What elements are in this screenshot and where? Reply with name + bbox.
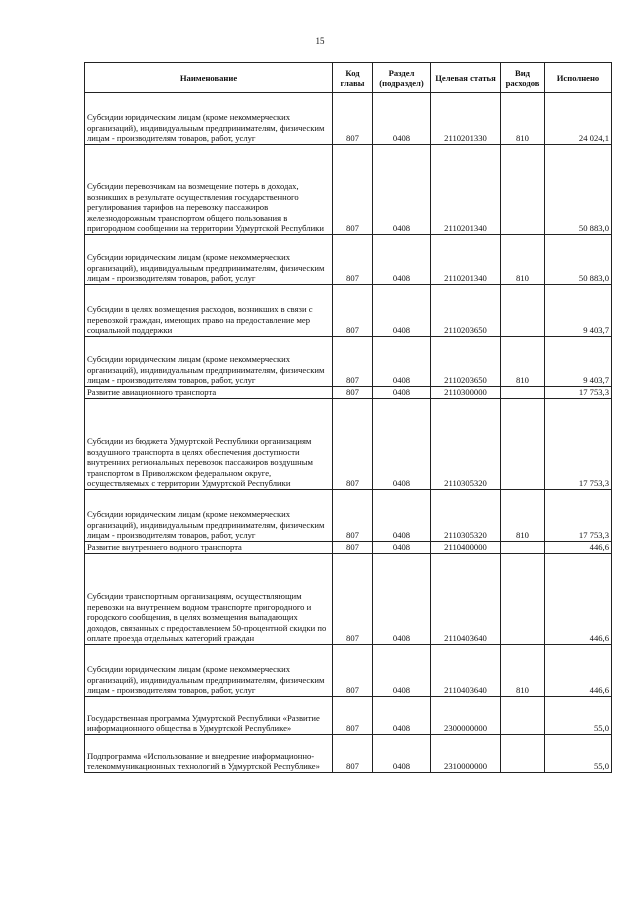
row-kind	[501, 735, 545, 773]
row-executed: 446,6	[545, 645, 612, 697]
row-section: 0408	[373, 735, 431, 773]
table-header-row	[85, 63, 612, 93]
table-row	[85, 145, 612, 235]
row-section: 0408	[373, 697, 431, 735]
row-code: 807	[333, 285, 373, 337]
row-code: 807	[333, 337, 373, 387]
row-code: 807	[333, 235, 373, 285]
row-target: 2110300000	[431, 387, 501, 399]
row-code: 807	[333, 542, 373, 554]
row-target: 2110201340	[431, 145, 501, 235]
row-executed: 17 753,3	[545, 387, 612, 399]
row-executed: 50 883,0	[545, 235, 612, 285]
row-code: 807	[333, 554, 373, 645]
table-row	[85, 285, 612, 337]
row-target: 2110201330	[431, 93, 501, 145]
page-number: 15	[315, 36, 325, 46]
row-executed: 17 753,3	[545, 399, 612, 490]
row-section: 0408	[373, 235, 431, 285]
row-kind	[501, 697, 545, 735]
header-name: Наименование	[85, 63, 333, 93]
header-code: Код главы	[333, 63, 373, 93]
row-target: 2110400000	[431, 542, 501, 554]
table-row	[85, 337, 612, 387]
row-name: Государственная программа Удмуртской Республики «Развитие информационного общества в Удмуртской Республике»	[85, 697, 333, 735]
row-executed: 446,6	[545, 542, 612, 554]
row-section: 0408	[373, 542, 431, 554]
row-name: Субсидии юридическим лицам (кроме некоммерческих организаций), индивидуальным предпринимателям, физическим лицам - производителям товаров, работ, услуг	[85, 235, 333, 285]
row-name: Субсидии транспортным организациям, осуществляющим перевозки на внутреннем водном транспорте пригородного и городского сообщения, в целях возмещения выпадающих доходов, связанных с предоставлением 50-процентной скидки по оплате проезда отдельных категорий граждан	[85, 554, 333, 645]
row-target: 2110305320	[431, 399, 501, 490]
row-executed: 24 024,1	[545, 93, 612, 145]
table-row	[85, 697, 612, 735]
row-target: 2110203650	[431, 285, 501, 337]
row-section: 0408	[373, 399, 431, 490]
row-kind: 810	[501, 645, 545, 697]
row-code: 807	[333, 93, 373, 145]
row-name: Субсидии из бюджета Удмуртской Республики организациям воздушного транспорта в целях обеспечения доступности внутренних региональных перевозок пассажиров воздушным транспортом в Приволжском федеральном округе, осуществляемых с территории Удмуртской Республики	[85, 399, 333, 490]
header-target: Целевая статья	[431, 63, 501, 93]
table-row	[85, 542, 612, 554]
table-row	[85, 387, 612, 399]
row-target: 2300000000	[431, 697, 501, 735]
row-code: 807	[333, 490, 373, 542]
row-code: 807	[333, 387, 373, 399]
row-kind	[501, 399, 545, 490]
row-name: Подпрограмма «Использование и внедрение информационно-телекоммуникационных технологий в Удмуртской Республике»	[85, 735, 333, 773]
row-executed: 9 403,7	[545, 285, 612, 337]
row-target: 2310000000	[431, 735, 501, 773]
row-executed: 55,0	[545, 735, 612, 773]
row-name: Субсидии юридическим лицам (кроме некоммерческих организаций), индивидуальным предпринимателям, физическим лицам - производителям товаров, работ, услуг	[85, 490, 333, 542]
table-row	[85, 399, 612, 490]
row-kind	[501, 387, 545, 399]
header-kind: Вид расходов	[501, 63, 545, 93]
row-kind	[501, 145, 545, 235]
table-row	[85, 645, 612, 697]
row-name: Субсидии юридическим лицам (кроме некоммерческих организаций), индивидуальным предпринимателям, физическим лицам - производителям товаров, работ, услуг	[85, 645, 333, 697]
table-row	[85, 554, 612, 645]
row-executed: 50 883,0	[545, 145, 612, 235]
row-target: 2110403640	[431, 645, 501, 697]
row-code: 807	[333, 645, 373, 697]
row-code: 807	[333, 399, 373, 490]
row-target: 2110305320	[431, 490, 501, 542]
row-kind: 810	[501, 490, 545, 542]
row-name: Субсидии в целях возмещения расходов, возникших в связи с перевозкой граждан, имеющих право на предоставление мер социальной поддержки	[85, 285, 333, 337]
row-target: 2110201340	[431, 235, 501, 285]
row-kind	[501, 542, 545, 554]
row-name: Развитие внутреннего водного транспорта	[85, 542, 333, 554]
table-row	[85, 735, 612, 773]
row-code: 807	[333, 145, 373, 235]
table-row	[85, 490, 612, 542]
row-code: 807	[333, 735, 373, 773]
row-name: Субсидии юридическим лицам (кроме некоммерческих организаций), индивидуальным предпринимателям, физическим лицам - производителям товаров, работ, услуг	[85, 337, 333, 387]
row-kind	[501, 554, 545, 645]
row-section: 0408	[373, 554, 431, 645]
row-section: 0408	[373, 645, 431, 697]
row-section: 0408	[373, 145, 431, 235]
row-executed: 446,6	[545, 554, 612, 645]
row-executed: 9 403,7	[545, 337, 612, 387]
row-kind: 810	[501, 235, 545, 285]
row-name: Субсидии перевозчикам на возмещение потерь в доходах, возникших в результате осуществления государственного регулирования тарифов на перевозку пассажиров железнодорожным транспортом общего пользования в пригородном сообщении на территории Удмуртской Республики	[85, 145, 333, 235]
row-code: 807	[333, 697, 373, 735]
row-section: 0408	[373, 337, 431, 387]
row-kind: 810	[501, 337, 545, 387]
row-section: 0408	[373, 490, 431, 542]
row-kind: 810	[501, 93, 545, 145]
row-target: 2110403640	[431, 554, 501, 645]
row-target: 2110203650	[431, 337, 501, 387]
row-section: 0408	[373, 387, 431, 399]
row-kind	[501, 285, 545, 337]
row-section: 0408	[373, 93, 431, 145]
row-name: Развитие авиационного транспорта	[85, 387, 333, 399]
table-row	[85, 93, 612, 145]
table-row	[85, 235, 612, 285]
header-executed: Исполнено	[545, 63, 612, 93]
row-name: Субсидии юридическим лицам (кроме некоммерческих организаций), индивидуальным предпринимателям, физическим лицам - производителям товаров, работ, услуг	[85, 93, 333, 145]
row-section: 0408	[373, 285, 431, 337]
row-executed: 17 753,3	[545, 490, 612, 542]
header-section: Раздел (подраздел)	[373, 63, 431, 93]
row-executed: 55,0	[545, 697, 612, 735]
budget-execution-table	[84, 62, 612, 773]
